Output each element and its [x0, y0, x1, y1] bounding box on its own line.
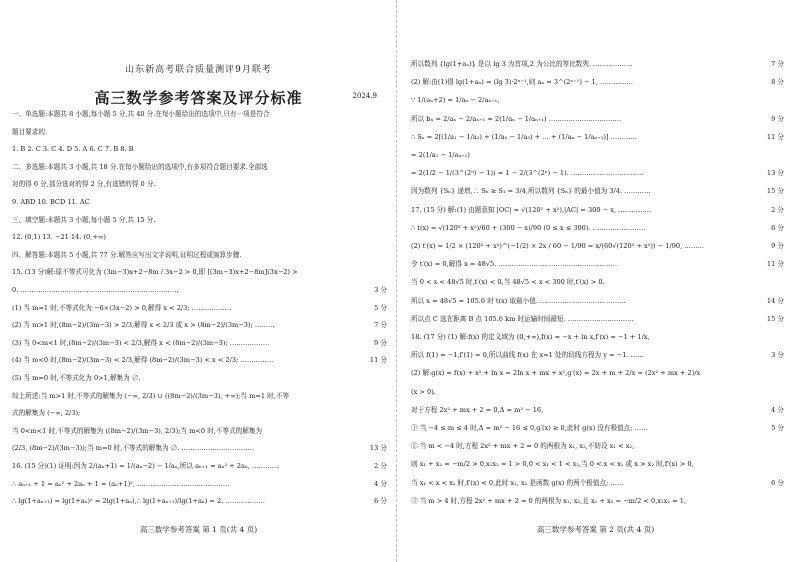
text-line: 18. (17 分) (1) 解:f(x) 的定义域为 (0,+∞),f(x) = −x + ln x,f′(x) = −1 + 1/x,	[411, 333, 650, 341]
score-label: 4 分	[771, 405, 784, 414]
score-label: 9 分	[374, 338, 387, 347]
score-label: 11 分	[766, 132, 784, 141]
text-line: ∴ t(x) = √(120² + x²)/60 + (300 − x)/90 (0 ≤ x ≤ 300). ……………………	[411, 223, 646, 232]
text-line: (x > 0).	[411, 387, 436, 396]
text-line: 0. ………………………………………………………………	[12, 286, 179, 294]
text-line: 式的解集为 (−∞, 2/3);	[12, 409, 81, 418]
text-line: (2/3, (8m−2)/(3m−3));当 m=0 时,不等式的解集为 ∅. ……………………………	[12, 444, 255, 453]
text-line: 所以 bₙ = 2/aₙ − 2/aₙ₊₁ = 2(1/aₙ − 1/aₙ₊₁) ……………………………	[411, 114, 622, 123]
text-line: 1. B 2. C 3. C 4. D 5. A 6. C 7. B 8. B	[12, 145, 134, 154]
score-label: 3 分	[771, 351, 784, 360]
page-footer: 高三数学参考答案 第 2 页(共 4 页)	[536, 525, 655, 534]
text-line: 9. ABD 10. BCD 11. AC	[12, 198, 90, 206]
text-line: (3) 当 0<m<1 时,(8m−2)/(3m−3) < 2/3,解得 x < (8m−2)/(3m−3); ………………	[12, 338, 270, 347]
text-line: 令 t′(x) = 0,解得 x = 48√5. ………………………………………………	[411, 260, 618, 269]
page-title: 高三数学参考答案及评分标准	[94, 89, 303, 107]
score-label: 2 分	[374, 462, 387, 470]
text-line: ∴ aₙ₊₁ + 1 = aₙ² + 2aₙ + 1 = (aₙ+1)², ……………………………………	[12, 479, 230, 488]
text-line: ③ 当 m > 4 时,方程 2x² + mx + 2 = 0 的两根为 x₁, x₂,且 x₁ + x₂ = −m/2 < 0,x₁x₂ = 1,	[411, 496, 687, 505]
text-line: (1) 当 m=1 时,不等式化为 −6×(3x−2) > 0,解得 x < 2/3; ………………	[12, 303, 232, 312]
text-line: 12. (0,1) 13. −21 14. (0,+∞)	[12, 233, 106, 242]
text-line: 因为数列 {Sₙ} 递增,∴ Sₙ ≥ S₁ = 3/4,所以数列 {Sₙ} 的最小值为 3/4. …………	[411, 187, 651, 196]
text-line: 当 0 < x < 48√5 时,t′(x) < 0,当 48√5 < x < 300 时,t′(x) > 0.	[411, 278, 605, 287]
text-line: ∴ lg(1+aₙ₊₁) = lg(1+aₙ)² = 2lg(1+aₙ),∴ lg(1+aₙ₊₁)/lg(1+aₙ) = 2. ………………	[12, 497, 265, 506]
score-label: 15 分	[766, 187, 784, 196]
text-line: = 2(1/a₁ − 1/aₙ₊₁)	[411, 151, 470, 159]
page-footer: 高三数学参考答案 第 1 页(共 4 页)	[139, 525, 258, 534]
text-line: (2) t′(x) = 1/2 × (120² + x²)^(−1/2) × 2x / 60 − 1/90 = x/(60√(120² + x²)) − 1/90, ………	[411, 242, 705, 250]
text-line: 所以 x = 48√5 ≈ 105.6 时 t(x) 取最小值. …………………………………	[411, 296, 626, 305]
exam-header: 山东新高考联合质量测评9月联考	[125, 65, 272, 75]
text-line: 对的得 6 分,部分选对的得 2 分,有选错的得 0 分.	[12, 180, 156, 189]
score-label: 13 分	[369, 444, 387, 453]
text-line: 所以数列 {lg(1+aₙ)} 是以 lg 3 为首项,2 为公比的等比数列. ………………	[411, 60, 633, 68]
text-line: 对于方程 2x² + mx + 2 = 0,Δ = m² − 16,	[411, 405, 544, 414]
score-label: 13 分	[766, 169, 784, 178]
text-line: 16. (15 分)(1) 证明:因为 2/(aₙ+1) = 1/(aₙ−2) − 1/aₙ,所以 aₙ₊₁ = aₙ² + 2aₙ, …………	[12, 462, 279, 470]
score-label: 2 分	[771, 205, 784, 214]
text-line: 当 0<m<1 时,不等式的解集为 ((8m−2)/(3m−3), 2/3);当 m<0 时,不等式的解集为	[12, 426, 263, 435]
answer-page-2	[397, 0, 794, 562]
score-label: 8 分	[771, 78, 784, 87]
score-label: 14 分	[766, 296, 784, 305]
exam-date: 2024.9	[352, 92, 377, 100]
text-line: 则 x₁ + x₂ = −m/2 > 0,x₁x₂ = 1 > 0,0 < x₁ < 1 < x₂,当 0 < x < x₁ 或 x > x₂ 时,f′(x) > 0,	[411, 460, 694, 469]
text-line: (4) 当 m<0 时,(8m−2)/(3m−3) < 2/3,解得 (8m−2)/(3m−3) < x < 2/3; ……………	[12, 356, 274, 365]
text-line: 所以 f(1) = −1,f′(1) = 0,所以曲线 f(x) 在 x=1 处的切线方程为 y = −1. ……	[411, 351, 644, 360]
score-label: 5 分	[771, 424, 784, 432]
text-line: 一、单选题:本题共 8 小题,每小题 5 分,共 40 分.在每小题给出的选项中,只有一项是符合	[12, 110, 270, 118]
score-label: 6 分	[374, 497, 387, 506]
text-line: ① 当 −4 ≤ m ≤ 4 时,Δ = m² − 16 ≤ 0,g′(x) ≥ 0,此时 g(x) 没有极值点; ……	[411, 424, 648, 432]
text-line: 综上所述:当 m>1 时,不等式的解集为 (−∞, 2/3) ∪ ((8m−2)/(3m−3), +∞);当 m=1 时,不等	[12, 391, 290, 400]
text-line: 当 x₁ < x < x₂ 时,f′(x) < 0,此时 x₁, x₂ 是函数 g(x) 的两个极值点; ……	[411, 478, 624, 487]
text-line: (2) 解:由(1)得 lg(1+aₙ) = (lg 3)·2ⁿ⁻¹,则 aₙ = 3^(2ⁿ⁻¹) − 1, ……………	[411, 78, 633, 87]
score-label: 7 分	[374, 321, 387, 330]
score-label: 11 分	[766, 260, 784, 269]
text-line: 15. (13 分)解:原不等式可化为 (3m−3)x+2−8m / 3x−2 > 0,即 [(3m−3)x+2−8m](3x−2) >	[12, 268, 298, 277]
score-label: 6 分	[771, 478, 784, 487]
score-label: 3 分	[374, 286, 387, 294]
text-line: 17. (15 分) 解:(1) 由题意知 |OC| = √(120² + x²),|AC| = 300 − x, ……………	[411, 205, 652, 214]
score-label: 7 分	[771, 60, 784, 68]
score-label: 11 分	[369, 356, 387, 365]
text-line: (5) 当 m=0 时,不等式化为 0>1,解集为 ∅.	[12, 374, 141, 382]
score-label: 15 分	[766, 314, 784, 323]
score-label: 6 分	[771, 223, 784, 232]
score-label: 9 分	[771, 242, 784, 250]
text-line: ∴ Sₙ = 2[(1/a₁ − 1/a₂) + (1/a₂ − 1/a₃) + … + (1/aₙ − 1/aₙ₊₁)] …………	[411, 132, 638, 141]
score-label: 9 分	[771, 114, 784, 123]
score-label: 5 分	[374, 303, 387, 312]
text-line: (2) 当 m>1 时,(8m−2)/(3m−3) > 2/3,解得 x < 2/3 或 x > (8m−2)/(3m−3); ………	[12, 321, 275, 330]
text-line: 二、多选题:本题共 3 小题,共 18 分.在每小题给出的选项中,有多项符合题目要求.全部选	[12, 162, 268, 171]
text-line: ② 当 m < −4 时,方程 2x² + mx + 2 = 0 的两根为 x₁, x₂,不妨设 x₁ < x₂,	[411, 442, 635, 451]
text-line: ∵ 1/(aₙ+2) = 1/aₙ − 2/aₙ₊₁,	[411, 96, 500, 105]
text-line: 题目要求的.	[12, 127, 48, 136]
text-line: 三、填空题:本题共 3 小题,每小题 5 分,共 15 分.	[12, 215, 156, 224]
text-line: (2) 解:g(x) = f(x) + x² + ln x = 2ln x + mx + x²,g′(x) = 2x + m + 2/x = (2x² + mx + 2)/x	[411, 369, 701, 378]
text-line: 四、解答题:本题共 5 小题,共 77 分.解答应写出文字说明,证明过程或演算步骤.	[12, 250, 242, 259]
score-label: 4 分	[374, 479, 387, 488]
text-line: 所以点 C 选在距离 B 点 105.6 km 时运输时间最短. …………………………	[411, 314, 634, 323]
text-line: = 2(1/2 − 1/(3^(2ⁿ) − 1)) = 1 − 2/(3^(2ⁿ) − 1). ……………………………	[411, 169, 644, 178]
